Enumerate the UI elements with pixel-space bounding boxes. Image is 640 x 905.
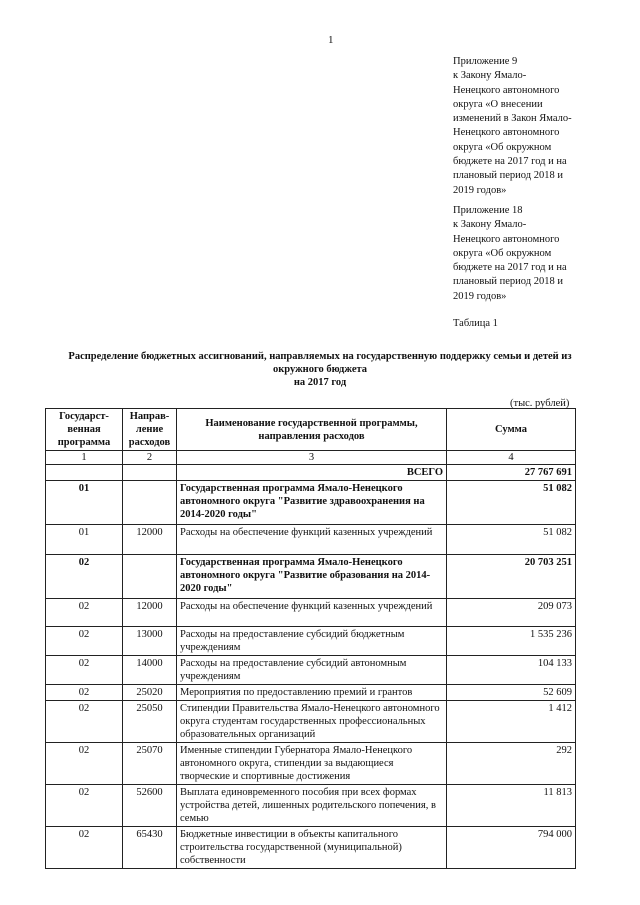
total-row: [46, 465, 576, 481]
cell-sum: 51 082: [447, 481, 576, 525]
table-row: [46, 481, 576, 525]
cell-direction: 12000: [123, 599, 177, 627]
annex-line: к Закону Ямало-: [453, 70, 527, 82]
cell-program: 02: [46, 743, 123, 785]
title-line: на 2017 год: [293, 377, 347, 388]
col-number: 1: [46, 451, 123, 465]
annex-current-note: [453, 55, 588, 198]
header-name: Наименование государственной программы, направления расходов: [177, 409, 447, 451]
table-row: [46, 627, 576, 656]
annex-line: округа «Об окружном: [453, 247, 552, 259]
cell-name: Расходы на обеспечение функций казенных учреждений: [177, 525, 447, 555]
cell-name: Расходы на предоставление субсидий автономным учреждениям: [177, 656, 447, 685]
annex-line: Приложение 9: [453, 56, 518, 67]
cell-direction: 13000: [123, 627, 177, 656]
title-line: Распределение бюджетных ассигнований, направляемых на государственную поддержку семьи и детей из: [68, 351, 572, 362]
cell-sum: 52 609: [447, 685, 576, 701]
cell-direction: 25050: [123, 701, 177, 743]
annex-line: изменений в Закон Ямало-: [453, 113, 572, 125]
cell-sum: 1 535 236: [447, 627, 576, 656]
units-note: (тыс. рублей): [510, 398, 570, 409]
cell-program: 02: [46, 785, 123, 827]
cell-name: Государственная программа Ямало-Ненецкого автономного округа "Развитие здравоохранения на 2014-2020 годы": [177, 481, 447, 525]
cell-direction: [123, 481, 177, 525]
cell-name: Расходы на обеспечение функций казенных учреждений: [177, 599, 447, 627]
table-row: [46, 701, 576, 743]
title-line: окружного бюджета: [272, 364, 368, 375]
total-label: ВСЕГО: [177, 465, 447, 481]
cell-program: 02: [46, 656, 123, 685]
page-number: 1: [328, 34, 334, 46]
annex-line: 2019 годов»: [453, 184, 507, 196]
cell-sum: 794 000: [447, 827, 576, 869]
cell-name: Государственная программа Ямало-Ненецкого автономного округа "Развитие образования на 2014-2020 годы": [177, 555, 447, 599]
annex-line: округа «О внесении: [453, 98, 543, 110]
annex-line: бюджете на 2017 год и на: [453, 156, 567, 168]
cell-program: 02: [46, 685, 123, 701]
header-direction: Направ-ление расходов: [123, 409, 177, 451]
document-title: [40, 350, 600, 389]
budget-table: [45, 408, 576, 869]
cell-program: 02: [46, 701, 123, 743]
cell-direction: 14000: [123, 656, 177, 685]
cell-sum: 104 133: [447, 656, 576, 685]
annex-line: Ненецкого автономного: [453, 233, 560, 245]
annex-line: плановый период 2018 и: [453, 276, 563, 288]
cell-name: Стипендии Правительства Ямало-Ненецкого автономного округа студентам государственных профессиональных образовательных организаций: [177, 701, 447, 743]
table-row: [46, 743, 576, 785]
table-label: Таблица 1: [453, 318, 498, 329]
annex-original-note: [453, 204, 588, 304]
cell-direction: 12000: [123, 525, 177, 555]
cell-name: Именные стипендии Губернатора Ямало-Ненецкого автономного округа, стипендии за выдающиеся творческие и спортивные достижения: [177, 743, 447, 785]
cell-program: 02: [46, 599, 123, 627]
cell-direction: 25020: [123, 685, 177, 701]
table-row: [46, 785, 576, 827]
cell-direction: [123, 555, 177, 599]
annex-line: к Закону Ямало-: [453, 219, 527, 231]
col-number: 2: [123, 451, 177, 465]
cell-program: 02: [46, 827, 123, 869]
cell-name: Расходы на предоставление субсидий бюджетным учреждениям: [177, 627, 447, 656]
cell-sum: 209 073: [447, 599, 576, 627]
annex-line: округа «Об окружном: [453, 141, 552, 153]
header-program: Государст-венная программа: [46, 409, 123, 451]
cell-direction: 52600: [123, 785, 177, 827]
annex-line: Ненецкого автономного: [453, 127, 560, 139]
table-row: [46, 656, 576, 685]
cell-direction: 25070: [123, 743, 177, 785]
table-row: [46, 555, 576, 599]
cell-name: Выплата единовременного пособия при всех формах устройства детей, лишенных родительского попечения, в семью: [177, 785, 447, 827]
table-row: [46, 827, 576, 869]
annex-line: 2019 годов»: [453, 290, 507, 302]
col-number: 3: [177, 451, 447, 465]
table-row: [46, 599, 576, 627]
annex-line: бюджете на 2017 год и на: [453, 262, 567, 274]
header-sum: Сумма: [447, 409, 576, 451]
cell-name: Мероприятия по предоставлению премий и грантов: [177, 685, 447, 701]
table-row: [46, 525, 576, 555]
table-row: [46, 685, 576, 701]
cell-program: 02: [46, 555, 123, 599]
annex-line: Приложение 18: [453, 205, 523, 216]
cell-program: 01: [46, 525, 123, 555]
col-number: 4: [447, 451, 576, 465]
cell-sum: 1 412: [447, 701, 576, 743]
cell-sum: 51 082: [447, 525, 576, 555]
cell-sum: 20 703 251: [447, 555, 576, 599]
annex-line: Ненецкого автономного: [453, 84, 560, 96]
cell-sum: 11 813: [447, 785, 576, 827]
cell-direction: 65430: [123, 827, 177, 869]
annex-line: плановый период 2018 и: [453, 170, 563, 182]
cell-sum: 292: [447, 743, 576, 785]
cell-program: 02: [46, 627, 123, 656]
cell-name: Бюджетные инвестиции в объекты капитального строительства государственной (муниципальной) собственности: [177, 827, 447, 869]
cell-program: 01: [46, 481, 123, 525]
total-value: 27 767 691: [447, 465, 576, 481]
